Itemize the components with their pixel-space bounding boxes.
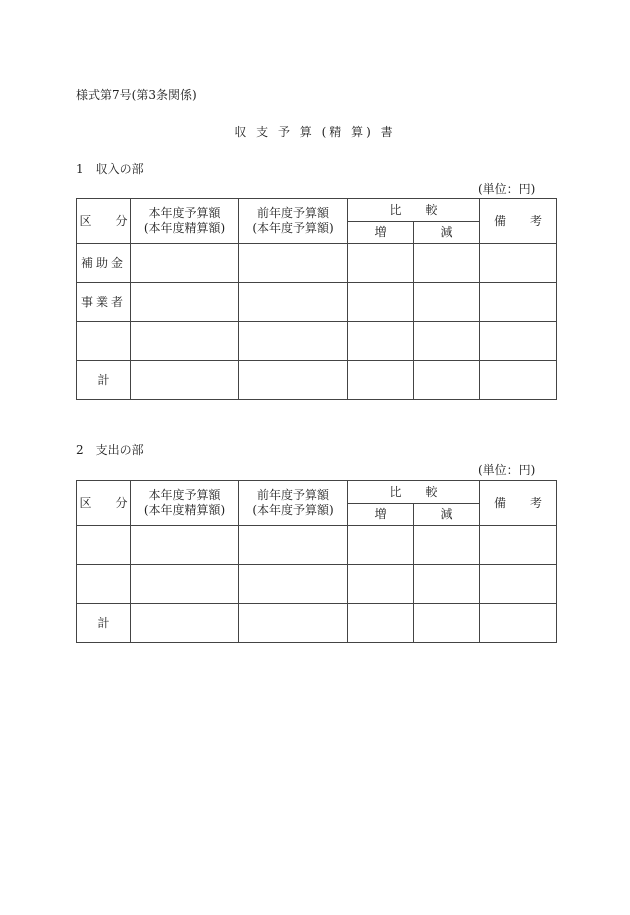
row-label — [77, 322, 131, 361]
row-label: 補助金 — [77, 244, 131, 283]
header-increase: 増 — [348, 504, 414, 526]
header-current: 本年度予算額 (本年度精算額) — [131, 481, 239, 526]
cell[interactable] — [348, 526, 414, 565]
row-label: 事業者 — [77, 283, 131, 322]
cell[interactable] — [414, 283, 480, 322]
header-current: 本年度予算額 (本年度精算額) — [131, 199, 239, 244]
table-row — [77, 565, 557, 604]
cell[interactable] — [480, 244, 557, 283]
cell[interactable] — [131, 604, 239, 643]
cell[interactable] — [348, 361, 414, 400]
table-row — [77, 526, 557, 565]
header-remarks: 備 考 — [480, 481, 557, 526]
cell[interactable] — [131, 322, 239, 361]
cell[interactable] — [131, 283, 239, 322]
header-remarks: 備 考 — [480, 199, 557, 244]
cell[interactable] — [131, 244, 239, 283]
cell[interactable] — [480, 322, 557, 361]
cell[interactable] — [414, 565, 480, 604]
row-label: 計 — [77, 604, 131, 643]
cell[interactable] — [239, 604, 348, 643]
row-label — [77, 526, 131, 565]
unit-label: (単位：円) — [478, 463, 536, 477]
cell[interactable] — [348, 283, 414, 322]
document-title: 収 支 予 算 (精 算) 書 — [234, 125, 396, 139]
header-compare: 比 較 — [348, 481, 480, 504]
cell[interactable] — [414, 361, 480, 400]
header-decrease: 減 — [414, 222, 480, 244]
cell[interactable] — [131, 565, 239, 604]
cell[interactable] — [239, 526, 348, 565]
cell[interactable] — [414, 244, 480, 283]
unit-label: (単位：円) — [478, 182, 536, 196]
header-previous: 前年度予算額 (本年度予算額) — [239, 199, 348, 244]
cell[interactable] — [239, 565, 348, 604]
cell[interactable] — [480, 526, 557, 565]
header-increase: 増 — [348, 222, 414, 244]
cell[interactable] — [480, 283, 557, 322]
cell[interactable] — [348, 565, 414, 604]
section-heading-income: 1 収入の部 — [76, 162, 144, 176]
section-heading-expense: 2 支出の部 — [76, 443, 144, 457]
cell[interactable] — [414, 526, 480, 565]
income-table — [76, 198, 557, 400]
table-row — [77, 322, 557, 361]
cell[interactable] — [239, 244, 348, 283]
header-previous: 前年度予算額 (本年度予算額) — [239, 481, 348, 526]
cell[interactable] — [239, 361, 348, 400]
cell[interactable] — [239, 283, 348, 322]
cell[interactable] — [348, 244, 414, 283]
header-kubun: 区 分 — [77, 481, 131, 526]
row-label — [77, 565, 131, 604]
cell[interactable] — [131, 526, 239, 565]
table-row — [77, 283, 557, 322]
cell[interactable] — [414, 604, 480, 643]
header-compare: 比 較 — [348, 199, 480, 222]
table-row — [77, 244, 557, 283]
cell[interactable] — [480, 604, 557, 643]
cell[interactable] — [131, 361, 239, 400]
table-row-total — [77, 604, 557, 643]
cell[interactable] — [414, 322, 480, 361]
cell[interactable] — [480, 565, 557, 604]
header-kubun: 区 分 — [77, 199, 131, 244]
form-label: 様式第7号(第3条関係) — [76, 88, 197, 102]
table-row-total — [77, 361, 557, 400]
expense-table — [76, 480, 557, 643]
cell[interactable] — [239, 322, 348, 361]
row-label: 計 — [77, 361, 131, 400]
cell[interactable] — [348, 322, 414, 361]
cell[interactable] — [348, 604, 414, 643]
header-decrease: 減 — [414, 504, 480, 526]
cell[interactable] — [480, 361, 557, 400]
